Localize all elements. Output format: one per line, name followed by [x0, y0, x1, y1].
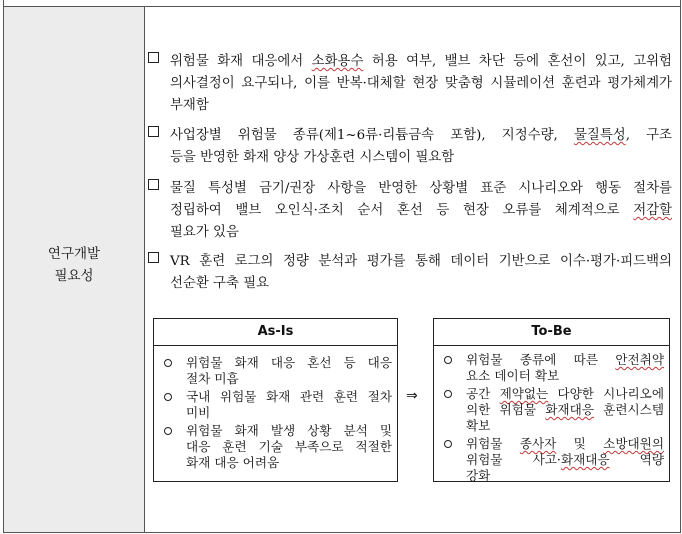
as-is-line: 위험물 화재 발생 상황 분석 및	[186, 423, 392, 438]
as-is-line: 위험물 화재 대응 혼선 등 대응	[186, 355, 392, 370]
bullet-line: 사업장별 위험물 종류(제1~6류·리튬금속 포함), 지정수량, 물질특성, 구조	[170, 128, 672, 143]
as-is-line: 대응 훈련 기술 부족으로 적절한	[186, 439, 392, 454]
flagged-word: 소방대원의	[603, 436, 664, 451]
as-is-line: 미비	[186, 405, 211, 420]
circle-bullet-icon	[164, 393, 172, 401]
as-is-line: 절차 미흡	[186, 371, 239, 386]
bullet-line: 선순환 구축 필요	[170, 276, 270, 291]
as-is-title: As-Is	[154, 319, 397, 346]
circle-bullet-icon	[164, 427, 172, 435]
as-is-line: 화재 대응 어려움	[186, 455, 280, 470]
section-label-cell	[4, 7, 145, 532]
as-is-line: 국내 위험물 화재 관련 훈련 절차	[186, 389, 392, 404]
circle-bullet-icon	[444, 440, 452, 448]
to-be-line: 강화	[466, 468, 491, 483]
flagged-word: 소화용수	[311, 54, 364, 69]
to-be-line: 위험물 종사자 및 소방대원의	[466, 436, 664, 451]
section-label-line: 연구개발	[47, 246, 101, 262]
flagged-word: 제약없는	[499, 386, 549, 401]
as-is-item	[186, 389, 392, 421]
bullet-line: 정립하여 밸브 오인식·조치 순서 혼선 등 현장 오류를 체계적으로 저감할	[170, 203, 672, 218]
to-be-item	[466, 352, 664, 384]
content-cell	[146, 7, 679, 532]
bullet-line: 위험물 화재 대응에서 소화용수 허용 여부, 밸브 차단 등에 혼선이 있고, 고위험	[170, 54, 672, 69]
bullet-line: 등을 반영한 화재 양상 가상훈련 시스템이 필요함	[170, 150, 455, 165]
to-be-title: To-Be	[434, 319, 669, 346]
to-be-line: 의한 위험물 화재대응 훈련시스템	[466, 402, 664, 417]
flagged-word: 종사자	[519, 436, 557, 451]
flagged-word: 안전취약	[615, 352, 664, 367]
to-be-line: 공간 제약없는 다양한 시나리오에	[466, 386, 664, 401]
to-be-line: 위험물 종류에 따른 안전취약	[466, 352, 664, 367]
circle-bullet-icon	[444, 390, 452, 398]
to-be-item	[466, 386, 664, 434]
arrow-icon: ⇒	[406, 388, 418, 404]
to-be-panel	[433, 318, 670, 482]
circle-bullet-icon	[444, 356, 452, 364]
as-is-panel	[153, 318, 398, 482]
to-be-item	[466, 436, 664, 484]
section-label	[4, 243, 144, 287]
as-is-item	[186, 355, 392, 387]
as-is-item	[186, 423, 392, 471]
bullet-line: VR 훈련 로그의 정량 분석과 평가를 통해 데이터 기반으로 이수·평가·피드백의	[170, 254, 672, 269]
bullet-line: 필요가 있음	[170, 225, 239, 240]
checkbox-icon	[148, 252, 159, 263]
checkbox-icon	[148, 179, 159, 190]
to-be-line: 확보	[466, 418, 491, 433]
checkbox-icon	[148, 126, 159, 137]
flagged-word: 저감할	[633, 203, 672, 218]
circle-bullet-icon	[164, 359, 172, 367]
flagged-word: 화재대응	[545, 402, 594, 417]
to-be-line: 요소 데이터 확보	[466, 368, 560, 383]
checkbox-icon	[148, 52, 159, 63]
bullet-line: 물질 특성별 금기/권장 사항을 반영한 상황별 표준 시나리오와 행동 절차를	[170, 181, 672, 196]
flagged-word: 물질특성	[573, 128, 626, 143]
bullet-line: 부재함	[170, 98, 209, 113]
to-be-line: 위험물 사고·화재대응 역량	[466, 452, 664, 467]
section-label-line: 필요성	[54, 268, 94, 284]
flagged-word: 화재대응	[560, 452, 610, 467]
bullet-line: 의사결정이 요구되나, 이를 반복·대체할 현장 맞춤형 시뮬레이션 훈련과 평가체계가	[170, 76, 672, 91]
